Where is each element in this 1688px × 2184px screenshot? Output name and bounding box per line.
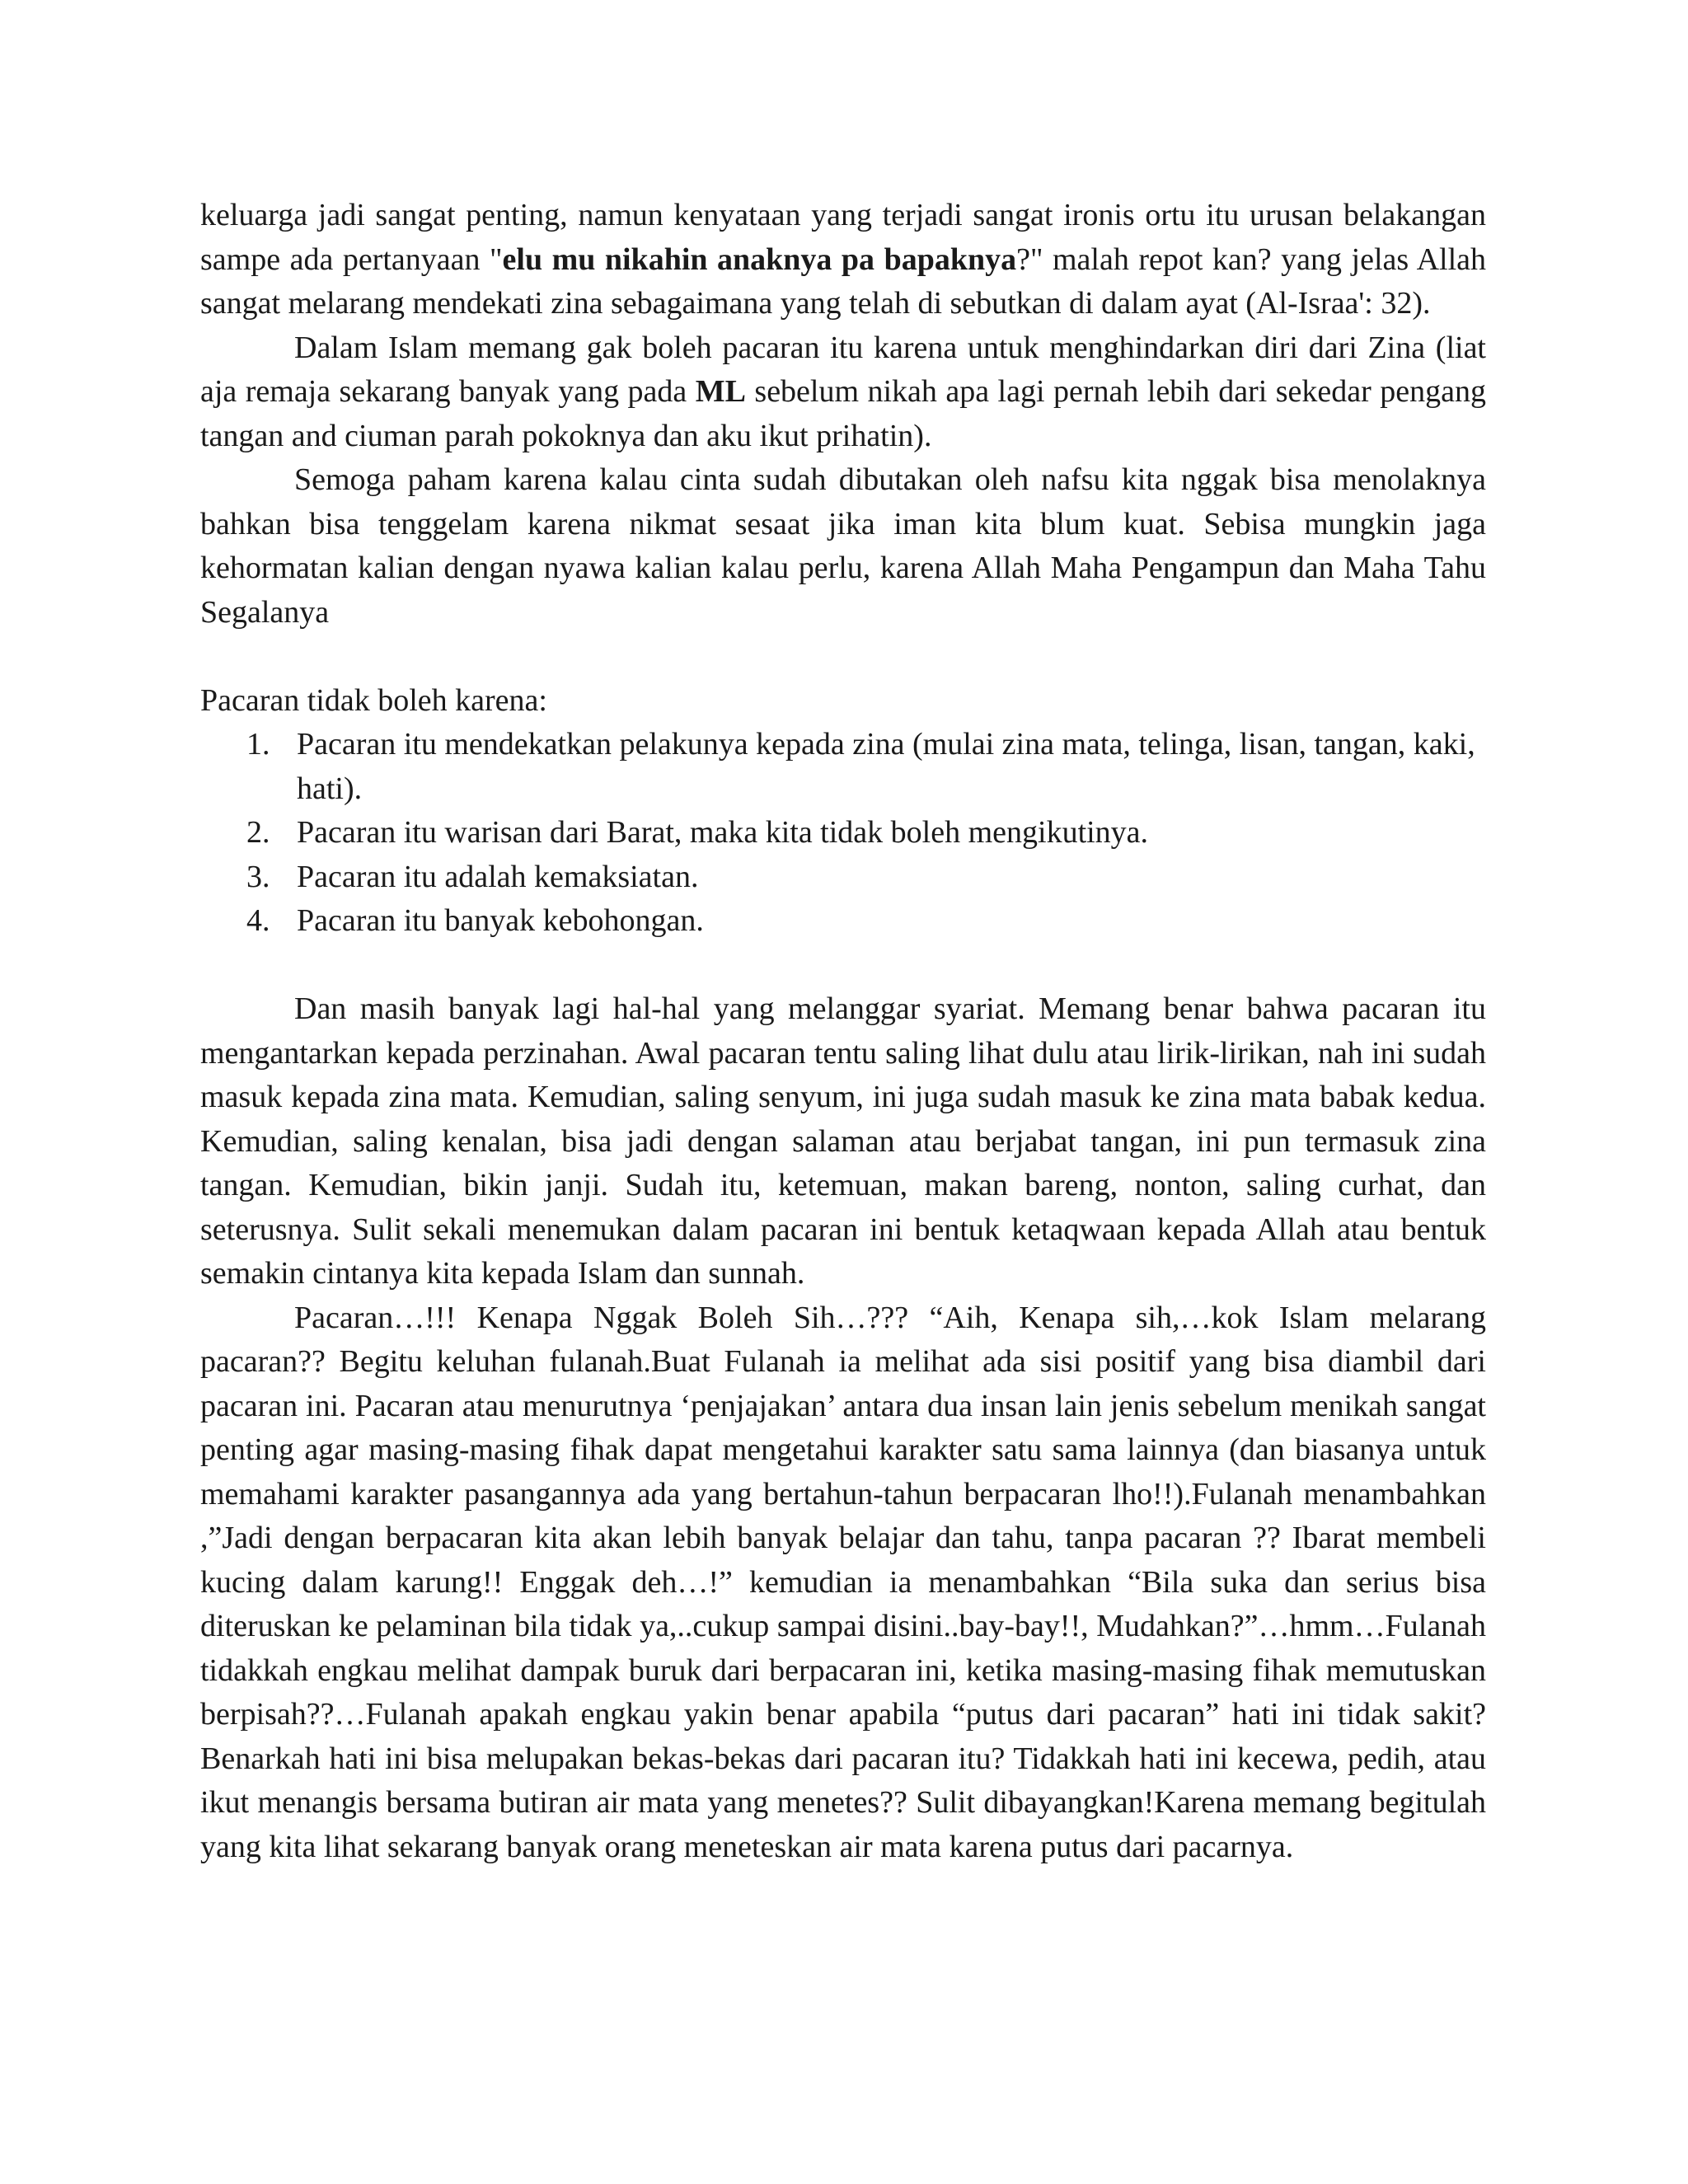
list-item-text: Pacaran itu warisan dari Barat, maka kita tidak boleh mengikutinya. xyxy=(297,815,1149,850)
list-item-number: 1. xyxy=(246,727,270,762)
list-intro: Pacaran tidak boleh karena: xyxy=(200,682,547,718)
list-item-number: 4. xyxy=(246,903,270,938)
paragraph-1-text-end: ?" malah repot kan? yang jelas Allah sangat melarang mendekati zina sebagaimana yang telah di sebutkan di dalam ayat (Al-Israa': 32). xyxy=(200,241,1486,321)
list-item-text: Pacaran itu banyak kebohongan. xyxy=(297,903,704,938)
list-item xyxy=(200,811,1486,855)
blank-line xyxy=(200,944,1486,988)
list-item-number: 3. xyxy=(246,859,270,894)
paragraph-2-text-end: sebelum nikah apa lagi pernah lebih dari sekedar pengang tangan and ciuman parah pokoknya dan aku ikut prihatin). xyxy=(200,374,1486,453)
list-item-number: 2. xyxy=(246,815,270,850)
list-item xyxy=(200,855,1486,900)
reasons-list xyxy=(200,723,1486,944)
list-item xyxy=(200,723,1486,811)
paragraph-1-text-start: keluarga jadi sangat penting, namun kenyataan yang terjadi sangat ironis ortu itu urusan belakangan sampe ada pertanyaan " xyxy=(200,198,1486,277)
paragraph-5: Pacaran…!!! Kenapa Nggak Boleh Sih…??? “Aih, Kenapa sih,…kok Islam melarang pacaran?? Begitu keluhan fulanah.Buat Fulanah ia melihat ada sisi positif yang bisa diambil dari pacaran ini. Pacaran atau menurutnya ‘penjajakan’ antara dua insan lain jenis sebelum menikah sangat penting agar masing-masing fihak dapat mengetahui karakter satu sama lainnya (dan biasanya untuk memahami karakter pasangannya ada yang bertahun-tahun berpacaran lho!!).Fulanah menambahkan ,”Jadi dengan berpacaran kita akan lebih banyak belajar dan tahu, tanpa pacaran ?? Ibarat membeli kucing dalam karung!! Enggak deh…!” kemudian ia menambahkan “Bila suka dan serius bisa diteruskan ke pelaminan bila tidak ya,..cukup sampai disini..bay-bay!!, Mudahkan?”…hmm…Fulanah tidakkah engkau melihat dampak buruk dari berpacaran ini, ketika masing-masing fihak memutuskan berpisah??…Fulanah apakah engkau yakin benar apabila “putus dari pacaran” hati ini tidak sakit? Benarkah hati ini bisa melupakan bekas-bekas dari pacaran itu? Tidakkah hati ini kecewa, pedih, atau ikut menangis bersama butiran air mata yang menetes?? Sulit dibayangkan!Karena memang begitulah yang kita lihat sekarang banyak orang meneteskan air mata karena putus dari pacarnya. xyxy=(200,1300,1486,1864)
paragraph-1 xyxy=(200,194,1486,326)
list-item-text: Pacaran itu adalah kemaksiatan. xyxy=(297,859,699,894)
list-item xyxy=(200,899,1486,944)
list-item-text: Pacaran itu mendekatkan pelakunya kepada zina (mulai zina mata, telinga, lisan, tangan, kaki, hati). xyxy=(297,727,1475,806)
paragraph-3: Semoga paham karena kalau cinta sudah dibutakan oleh nafsu kita nggak bisa menolaknya bahkan bisa tenggelam karena nikmat sesaat jika iman kita blum kuat. Sebisa mungkin jaga kehormatan kalian dengan nyawa kalian kalau perlu, karena Allah Maha Pengampun dan Maha Tahu Segalanya xyxy=(200,462,1486,630)
paragraph-4: Dan masih banyak lagi hal-hal yang melanggar syariat. Memang benar bahwa pacaran itu mengantarkan kepada perzinahan. Awal pacaran tentu saling lihat dulu atau lirik-lirikan, nah ini sudah masuk kepada zina mata. Kemudian, saling senyum, ini juga sudah masuk ke zina mata babak kedua. Kemudian, saling kenalan, bisa jadi dengan salaman atau berjabat tangan, ini pun termasuk zina tangan. Kemudian, bikin janji. Sudah itu, ketemuan, makan bareng, nonton, saling curhat, dan seterusnya. Sulit sekali menemukan dalam pacaran ini bentuk ketaqwaan kepada Allah atau bentuk semakin cintanya kita kepada Islam dan sunnah. xyxy=(200,991,1486,1291)
paragraph-2-bold-term: ML xyxy=(695,374,746,409)
blank-line xyxy=(200,635,1486,679)
paragraph-2-text-start: Dalam Islam memang gak boleh pacaran itu karena untuk menghindarkan diri dari Zina (liat aja remaja sekarang banyak yang pada xyxy=(200,330,1486,409)
document-body xyxy=(200,194,1486,1869)
paragraph-2 xyxy=(200,326,1486,459)
paragraph-1-bold-quote: elu mu nikahin anaknya pa bapaknya xyxy=(502,241,1017,277)
